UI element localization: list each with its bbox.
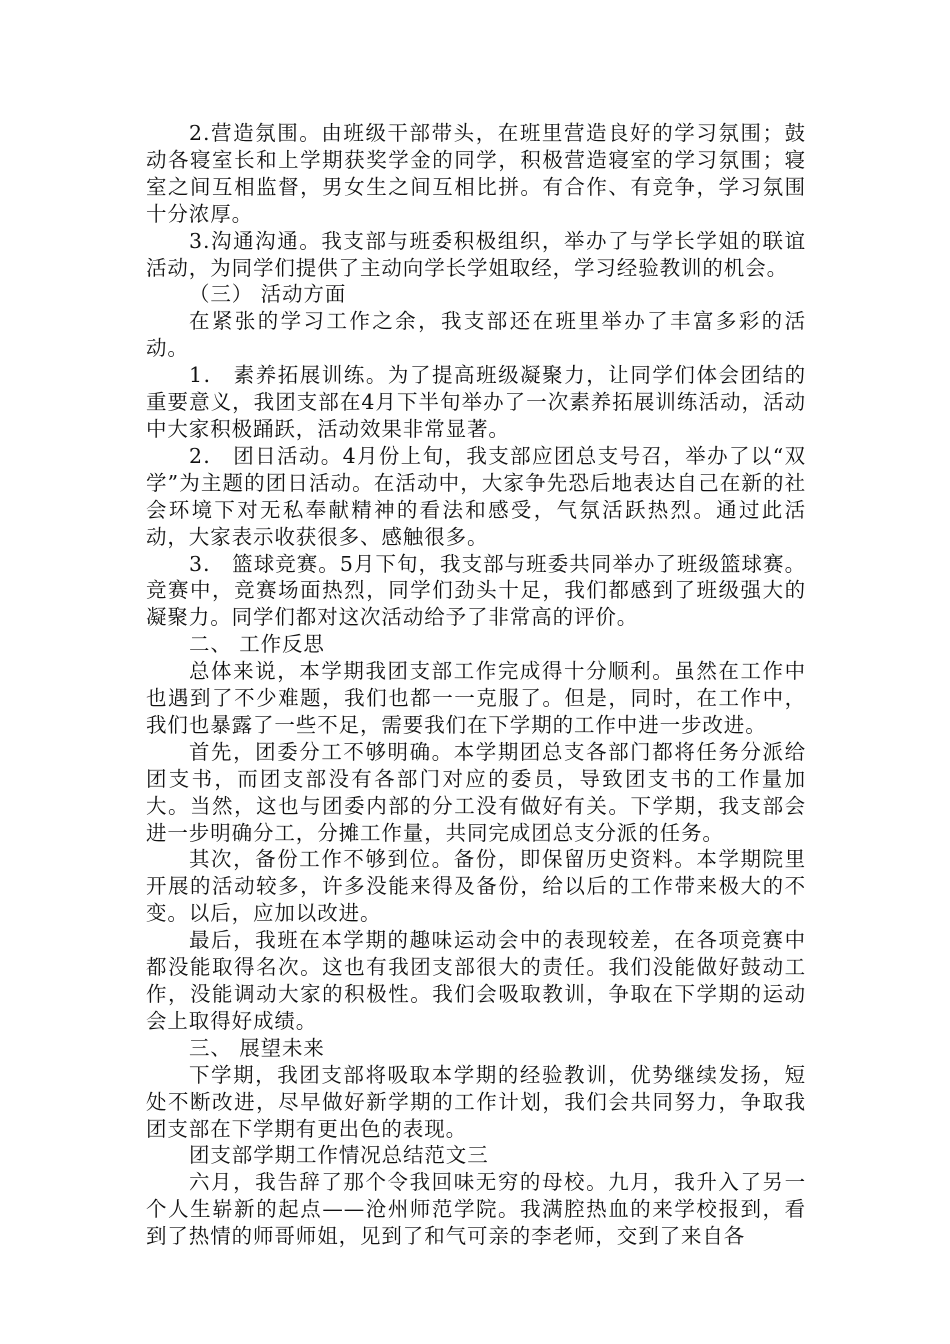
paragraph-first: 首先，团委分工不够明确。本学期团总支各部门都将任务分派给团支书，而团支部没有各部门对应的委员，导致团支书的工作量加大。当然，这也与团委内部的分工没有做好有关。下学期，我支部会进一步明确分工，分摊工作量，共同完成团总支分派的任务。 bbox=[146, 739, 806, 845]
paragraph-second: 其次，备份工作不够到位。备份，即保留历史资料。本学期院里开展的活动较多，许多没能来得及备份，给以后的工作带来极大的不变。以后，应加以改进。 bbox=[146, 847, 806, 926]
paragraph-atmosphere: 2.营造氛围。由班级干部带头，在班里营造良好的学习氛围；鼓动各寝室长和上学期获奖学金的同学，积极营造寝室的学习氛围；寝室之间互相监督，男女生之间互相比拼。有合作、有竞争，学习氛围十分浓厚。 bbox=[146, 121, 806, 226]
section-heading-activities: （三） 活动方面 bbox=[189, 282, 347, 307]
document-body bbox=[146, 120, 806, 1250]
paragraph-june: 六月，我告辞了那个令我回味无穷的母校。九月，我升入了另一个人生崭新的起点——沧州师范学院。我满腔热血的来学校报到，看到了热情的师哥师姐，见到了和气可亲的李老师，交到了来自各 bbox=[146, 1170, 806, 1249]
paragraph-league-day: 2． 团日活动。4月份上旬，我支部应团总支号召，举办了以“双学”为主题的团日活动。在活动中，大家争先恐后地表达自己在新的社会环境下对无私奉献精神的看法和感受，气氛活跃热烈。通过此活动，大家表示收获很多、感触很多。 bbox=[146, 443, 806, 549]
paragraph-training: 1． 素养拓展训练。为了提高班级凝聚力，让同学们体会团结的重要意义，我团支部在4月下半旬举办了一次素养拓展训练活动，活动中大家积极踊跃，活动效果非常显著。 bbox=[146, 363, 806, 441]
sample-title: 团支部学期工作情况总结范文三 bbox=[189, 1143, 489, 1168]
paragraph-overall: 总体来说，本学期我团支部工作完成得十分顺利。虽然在工作中也遇到了不少难题，我们也都一一克服了。但是，同时，在工作中，我们也暴露了一些不足，需要我们在下学期的工作中进一步改进。 bbox=[146, 659, 806, 737]
section-heading-reflection: 二、 工作反思 bbox=[189, 632, 325, 657]
section-heading-outlook: 三、 展望未来 bbox=[189, 1035, 325, 1060]
paragraph-basketball: 3． 篮球竞赛。5月下旬，我支部与班委共同举办了班级篮球赛。竞赛中，竞赛场面热烈，同学们劲头十足，我们都感到了班级强大的凝聚力。同学们都对这次活动给予了非常高的评价。 bbox=[146, 551, 806, 630]
paragraph-activities-intro: 在紧张的学习工作之余，我支部还在班里举办了丰富多彩的活动。 bbox=[146, 309, 806, 361]
paragraph-last: 最后，我班在本学期的趣味运动会中的表现较差，在各项竞赛中都没能取得名次。这也有我团支部很大的责任。我们没能做好鼓动工作，没能调动大家的积极性。我们会吸取教训，争取在下学期的运动会上取得好成绩。 bbox=[146, 928, 806, 1033]
paragraph-communication: 3.沟通沟通。我支部与班委积极组织，举办了与学长学姐的联谊活动，为同学们提供了主动向学长学姐取经，学习经验教训的机会。 bbox=[146, 228, 806, 280]
paragraph-next-term: 下学期，我团支部将吸取本学期的经验教训，优势继续发扬，短处不断改进，尽早做好新学期的工作计划，我们会共同努力，争取我团支部在下学期有更出色的表现。 bbox=[146, 1062, 806, 1141]
